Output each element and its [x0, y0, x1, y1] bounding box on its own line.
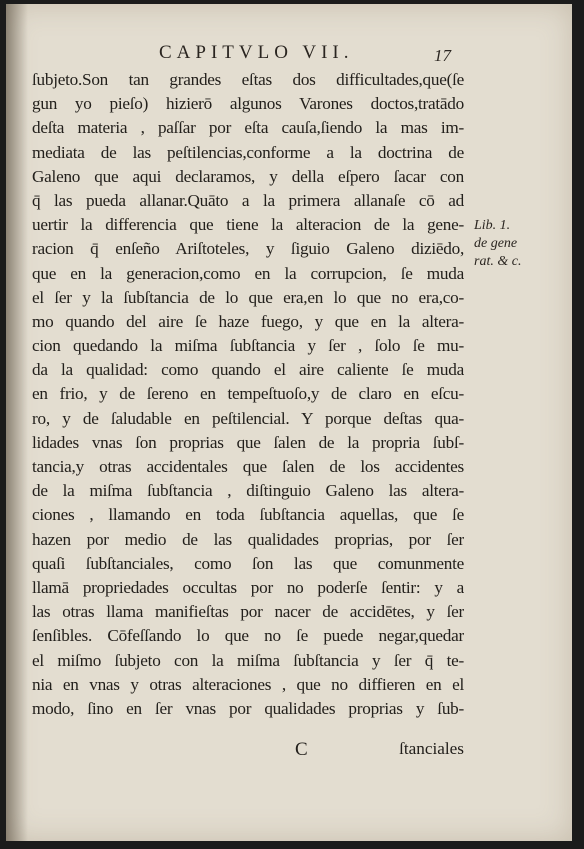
- text-line: uertir la differencia que tiene la alteracion de la gene-: [32, 215, 464, 235]
- text-line: mediata de las peſtilencias,conforme a la doctrina de: [32, 142, 464, 162]
- text-line: ſubjeto.Son tan grandes eſtas dos difficultades,que(ſe: [32, 70, 464, 89]
- text-line: mo quando del aire ſe haze fuego, y que en la altera-: [32, 311, 464, 331]
- text-line: el miſmo ſubjeto con la miſma ſubſtancia y ſer q̄ te-: [32, 650, 464, 670]
- signature-mark: C: [295, 739, 308, 760]
- text-line: gun yo pieſo) hizierō algunos Varones doctos,tratādo: [32, 94, 464, 114]
- text-line: modo, ſino en ſer vnas por qualidades proprias y ſub-: [32, 698, 464, 718]
- body-text: [32, 68, 464, 721]
- text-line: llamā propriedades occultas por no poderſe ſentir: y a: [32, 577, 464, 597]
- marginal-note: [474, 217, 554, 271]
- chapter-heading: CAPITVLO VII.: [159, 42, 354, 63]
- text-line: hazen por medio de las qualidades proprias, por ſer: [32, 529, 464, 549]
- text-line: q̄ las pueda allanar.Quāto a la primera allanaſe cō ad: [32, 190, 464, 210]
- text-line: racion q̄ enſeño Ariſtoteles, y ſiguio Galeno diziēdo,: [32, 239, 464, 259]
- text-line: deſta materia , paſſar por eſta cauſa,ſiendo la mas im-: [32, 118, 464, 138]
- text-line: quaſi ſubſtanciales, como ſon las que comunmente: [32, 553, 464, 573]
- page-footer: [32, 739, 464, 765]
- text-line: ro, y de ſaludable en peſtilencial. Y porque deſtas qua-: [32, 408, 464, 428]
- text-line: ciones , llamando en toda ſubſtancia aquellas, que ſe: [32, 505, 464, 525]
- text-line: nia en vnas y otras alteraciones , que no diffieren en el: [32, 674, 464, 694]
- marginal-note-line: Lib. 1.: [474, 218, 511, 233]
- text-line: cion quedando la miſma ſubſtancia y ſer , ſolo ſe mu-: [32, 336, 464, 356]
- text-line: Galeno que aqui declaramos, y della eſpero ſacar con: [32, 166, 464, 186]
- text-line: el ſer y la ſubſtancia de lo que era,en lo que no era,co-: [32, 287, 464, 307]
- text-line: que en la generacion,como en la corrupcion, ſe muda: [32, 263, 464, 283]
- text-line: en frio, y de ſereno en tempeſtuoſo,y de claro en eſcu-: [32, 384, 464, 404]
- book-page: [6, 4, 572, 841]
- page-gutter-shadow: [6, 4, 28, 841]
- text-line: da la qualidad: como quando el aire caliente ſe muda: [32, 360, 464, 380]
- text-line: las otras llama manifieſtas por nacer de accidētes, y ſer: [32, 602, 464, 622]
- text-line: tancia,y otras accidentales que ſalen de los accidentes: [32, 457, 464, 476]
- text-line: lidades vnas ſon proprias que ſalen de la propria ſubſ-: [32, 432, 464, 452]
- folio-number: 17: [434, 46, 451, 65]
- text-line: de la miſma ſubſtancia , diſtinguio Galeno las altera-: [32, 481, 464, 501]
- running-head: [6, 38, 572, 68]
- marginal-note-line: de gene: [474, 236, 518, 251]
- marginal-note-line: rat. & c.: [474, 254, 522, 269]
- catchword: ſtanciales: [399, 739, 464, 758]
- text-line: ſenſibles. Cōfeſſando lo que no ſe puede negar,quedar: [32, 626, 464, 646]
